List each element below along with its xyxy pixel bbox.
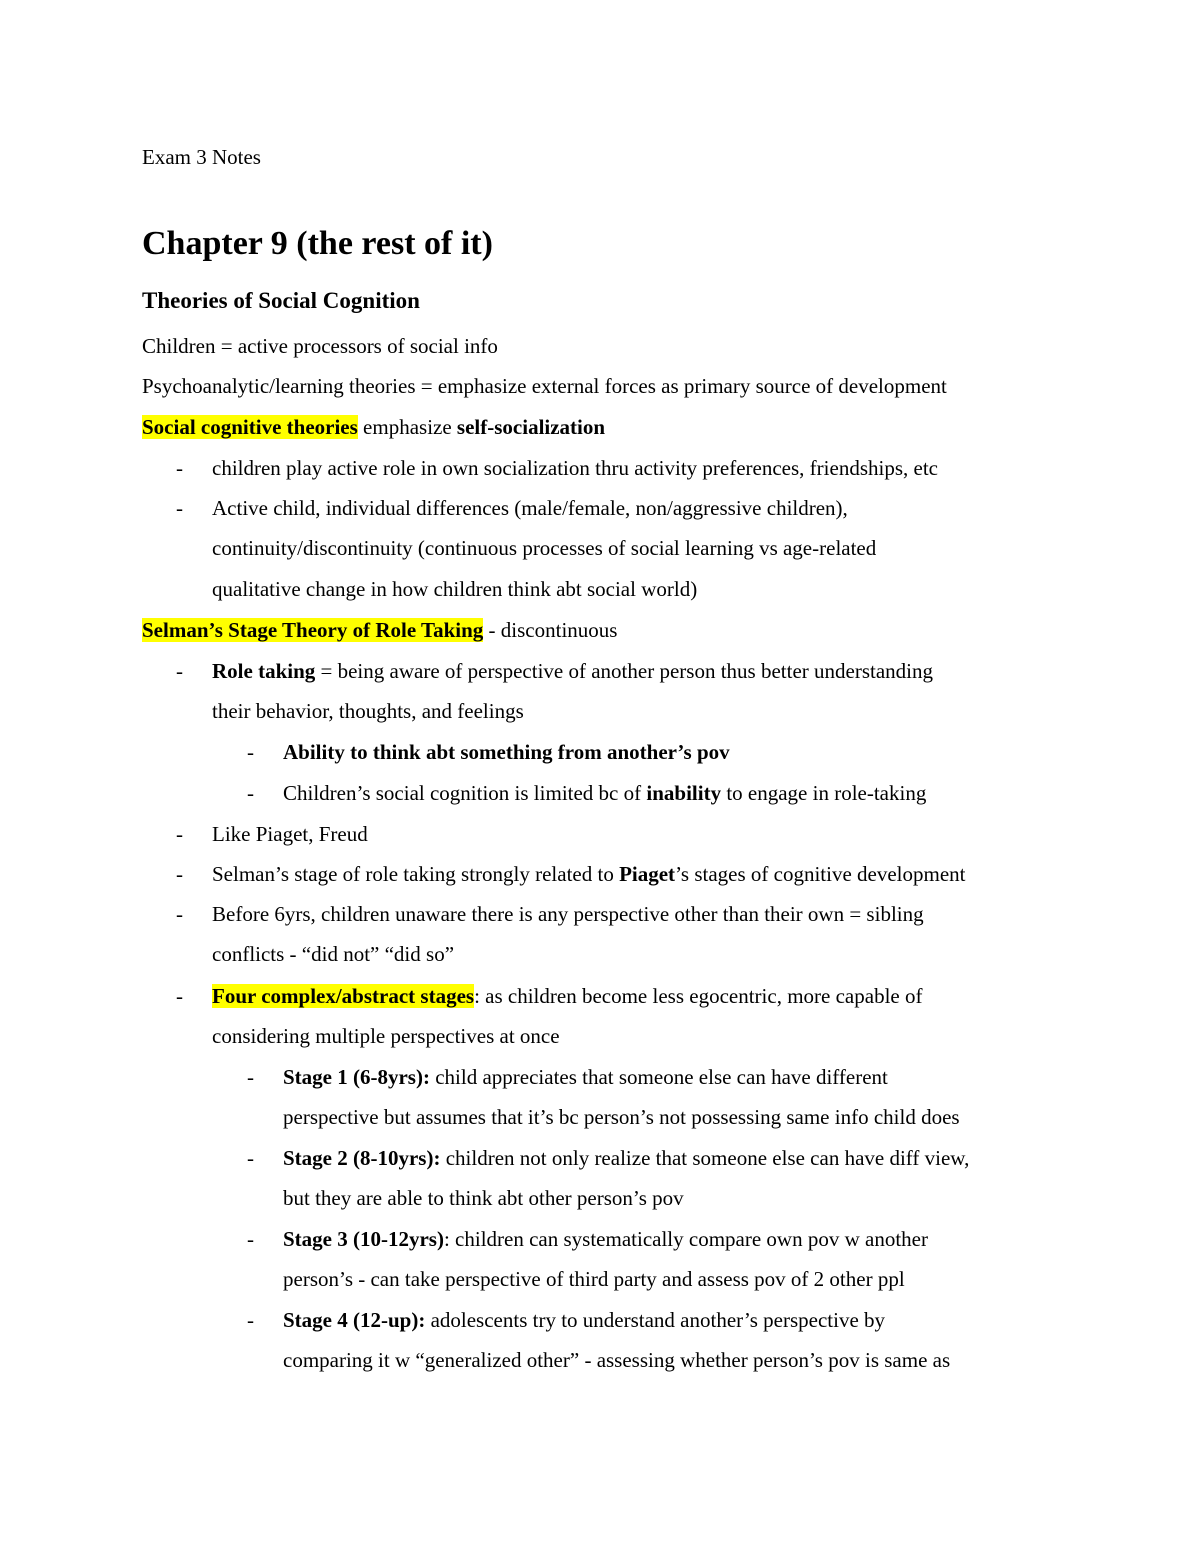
text-stage-2: children not only realize that someone else can have diff view, [440, 1146, 970, 1170]
stage-1-line-2: perspective but assumes that it’s bc person’s not possessing same info child does [283, 1105, 960, 1129]
stage-2-line-2: but they are able to think abt other person’s pov [283, 1186, 684, 1210]
bold-inability: inability [646, 781, 722, 805]
paragraph-selman [142, 617, 617, 643]
bullet-marker: - [247, 781, 254, 805]
bullet-marker: - [247, 740, 254, 764]
bold-role-taking: Role taking [212, 659, 316, 683]
bold-stage-1: Stage 1 (6-8yrs): [283, 1065, 430, 1089]
bullet-active-child-line-3: qualitative change in how children think abt social world) [212, 577, 698, 601]
paragraph-psychoanalytic: Psychoanalytic/learning theories = emphasize external forces as primary source of development [142, 374, 947, 398]
bullet-marker: - [176, 496, 183, 520]
subbullet-limited [283, 780, 926, 806]
text-limited-pre: Children’s social cognition is limited bc of [283, 781, 647, 805]
bullet-marker: - [247, 1146, 254, 1170]
stage-4-line-1 [283, 1307, 885, 1333]
paragraph-children-active: Children = active processors of social info [142, 334, 498, 358]
bullet-selman-piaget [212, 861, 966, 887]
text-stage-1: child appreciates that someone else can have different [429, 1065, 888, 1089]
text-stage-4: adolescents try to understand another’s perspective by [425, 1308, 886, 1332]
bold-ability: Ability to think abt something from another’s pov [283, 740, 730, 764]
stage-3-line-1 [283, 1226, 928, 1252]
bold-stage-2: Stage 2 (8-10yrs): [283, 1146, 441, 1170]
bullet-marker: - [247, 1308, 254, 1332]
text-selman-pre: Selman’s stage of role taking strongly related to [212, 862, 620, 886]
bullet-marker: - [176, 456, 183, 480]
text-emphasize: emphasize [357, 415, 457, 439]
text-four-stages: : as children become less egocentric, more capable of [474, 984, 923, 1008]
subbullet-ability [283, 739, 730, 765]
bold-self-socialization: self-socialization [456, 415, 606, 439]
bullet-role-taking-line-1 [212, 658, 933, 684]
highlight-selman-stage-theory: Selman’s Stage Theory of Role Taking [142, 618, 484, 642]
chapter-heading: Chapter 9 (the rest of it) [142, 225, 493, 262]
bullet-role-taking-line-2: their behavior, thoughts, and feelings [212, 699, 524, 723]
text-selman-post: ’s stages of cognitive development [675, 862, 966, 886]
bullet-active-role: children play active role in own socialization thru activity preferences, friendships, etc [212, 456, 938, 480]
bullet-like-piaget: Like Piaget, Freud [212, 822, 368, 846]
bullet-active-child-line-2: continuity/discontinuity (continuous processes of social learning vs age-related [212, 536, 877, 560]
bullet-marker: - [247, 1065, 254, 1089]
bullet-marker: - [176, 822, 183, 846]
bullet-four-stages-line-1 [212, 983, 922, 1009]
bold-stage-3: Stage 3 (10-12yrs) [283, 1227, 444, 1251]
section-heading: Theories of Social Cognition [142, 288, 420, 313]
bullet-before-6-line-1: Before 6yrs, children unaware there is any perspective other than their own = sibling [212, 902, 924, 926]
bold-piaget: Piaget [619, 862, 676, 886]
stage-4-line-2: comparing it w “generalized other” - assessing whether person’s pov is same as [283, 1348, 951, 1372]
text-role-taking-def: = being aware of perspective of another person thus better understanding [315, 659, 933, 683]
bullet-marker: - [176, 984, 183, 1008]
doc-title: Exam 3 Notes [142, 145, 261, 169]
bullet-marker: - [176, 902, 183, 926]
bold-stage-4: Stage 4 (12-up): [283, 1308, 426, 1332]
text-stage-3: : children can systematically compare own pov w another [443, 1227, 928, 1251]
bullet-four-stages-line-2: considering multiple perspectives at once [212, 1024, 560, 1048]
text-limited-post: to engage in role-taking [721, 781, 927, 805]
bullet-marker: - [176, 862, 183, 886]
stage-1-line-1 [283, 1064, 888, 1090]
highlight-four-stages: Four complex/abstract stages [212, 984, 475, 1008]
text-discontinuous: - discontinuous [483, 618, 618, 642]
stage-3-line-2: person’s - can take perspective of third party and assess pov of 2 other ppl [283, 1267, 905, 1291]
paragraph-social-cognitive [142, 414, 605, 440]
highlight-social-cognitive-theories: Social cognitive theories [142, 415, 358, 439]
bullet-active-child-line-1: Active child, individual differences (male/female, non/aggressive children), [212, 496, 848, 520]
bullet-marker: - [176, 659, 183, 683]
bullet-marker: - [247, 1227, 254, 1251]
stage-2-line-1 [283, 1145, 969, 1171]
bullet-before-6-line-2: conflicts - “did not” “did so” [212, 942, 455, 966]
